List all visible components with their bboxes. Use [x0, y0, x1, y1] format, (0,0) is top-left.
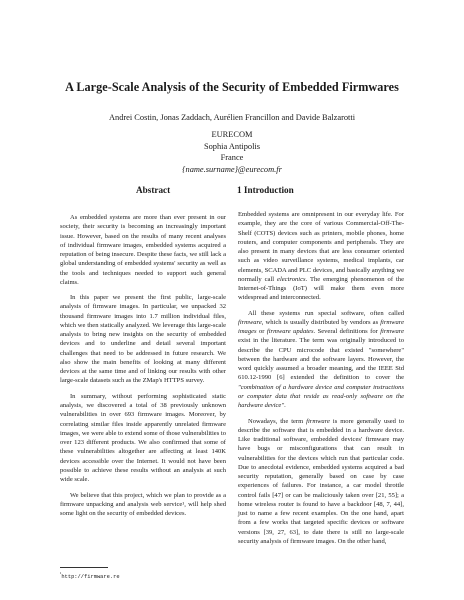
affiliation-country: France [220, 153, 244, 162]
intro-paragraph-2 [238, 309, 404, 411]
intro-p2-text: , which is usually distributed by vendors as [261, 318, 381, 326]
introduction-heading: 1 Introduction [237, 185, 294, 195]
author-list: Andrei Costin, Jonas Zaddach, Aurélien Francillon and Davide Balzarotti [108, 113, 356, 122]
abstract-paragraph-1: As embedded systems are more than ever present in our society, their security is becoming an increasingly important issue. However, based on the results of many recent analyses of individual firmware images, embedded systems acquired a reputation of being insecure. Despite these facts, we still lack a global understanding of embedded systems' security as well as the tools and techniques needed to support such general claims. [60, 214, 226, 286]
footnote-mark: ¹ [60, 571, 62, 576]
intro-p2-emphasis: firmware updates [266, 328, 314, 336]
intro-p2-emphasis: firmware [238, 318, 262, 326]
abstract-paragraph-4: We believe that this project, which we plan to provide as a firmware unpacking and analysis web service¹, will help shed some light on the security of embedded devices. [60, 491, 226, 518]
intro-p1-text: Embedded systems are omnipresent in our everyday life. For example, they are the core of various Commercial-Off-The-Shelf (COTS) devices such as printers, mobile phones, home routers, and computer components and peripherals. They are also present in many devices that are less consumer oriented such as video surveillance systems, medical implants, car elements, SCADA and PLC devices, and basically anything we normally call [238, 211, 404, 283]
affiliation-email [0, 164, 464, 176]
intro-p2-text: All these systems run special software, often called [248, 309, 404, 317]
intro-p2-text: or [256, 328, 267, 336]
intro-p2-text: . Several definitions for [313, 328, 381, 336]
abstract-paragraph-3: In summary, without performing sophisticated static analysis, we discovered a total of 38 previously unknown vulnerabilities in over 693 firmware images. Moreover, by correlating similar files inside apparently unrelated firmware images, we were able to extend some of those vulnerabilities to over 123 different products. We also confirmed that some of these vulnerabilities altogether are affecting at least 140K devices accessible over the Internet. It would not have been possible to achieve these results without an analysis at such wide scale. [60, 392, 226, 484]
intro-p2-emphasis: firmware images [238, 318, 404, 336]
intro-p2-text: . [284, 402, 286, 410]
intro-p2-emphasis: firmware [380, 328, 404, 336]
footnote-rule [60, 567, 108, 568]
intro-p2-text: exist in the literature. The term was originally introduced to describe the CPU microcode that existed "somewhere" between the hardware and the software layers. However, the word quickly assumed a broader meaning, and the IEEE Std 610.12-1990 [6] extended the definition to cover the [238, 337, 404, 382]
intro-p3-text: Nowadays, the term [248, 417, 307, 425]
intro-p1-tail: . The emerging phenomenon of the Internet-of-Things (IoT) will make them even more widespread and interconnected. [238, 275, 404, 302]
intro-p3-emphasis: firmware [306, 417, 330, 425]
abstract-paragraph-2: In this paper we present the first public, large-scale analysis of firmware images. In particular, we unpacked 32 thousand firmware images into 1.7 million individual files, which we then statically analyzed. We leverage this large-scale analysis to bring new insights on the security of embedded devices and to underline and detail several important challenges that need to be addressed in future research. We also show the main benefits of looking at many different devices at the same time and of linking our results with other large-scale datasets such as the ZMap's HTTPS survey. [60, 294, 226, 385]
affiliation-city: Sophia Antipolis [203, 141, 261, 151]
intro-p1-emphasis: electronics [277, 275, 306, 283]
intro-p2-quote: "combination of a hardware device and computer instructions or computer data that reside as read-only software on the hardware device" [238, 383, 404, 410]
email-text: {name.surname}@eurecom.fr [182, 164, 282, 174]
paper-title: A Large-Scale Analysis of the Security of Embedded Firmwares [65, 80, 399, 94]
affiliation-institution: EURECOM [211, 130, 253, 139]
abstract-heading: Abstract [136, 185, 171, 195]
footnote-url[interactable]: http://firmware.re [61, 573, 120, 580]
intro-paragraph-1 [238, 210, 404, 303]
abstract-column [60, 213, 226, 525]
introduction-column [238, 210, 404, 552]
footnote [60, 571, 120, 580]
intro-paragraph-3 [238, 417, 404, 547]
intro-p3-text: is more generally used to describe the software that is embedded in a hardware device. Like traditional software, embedded devices' firmware may have bugs or misconfigurations that can result in vulnerabilities for the devices which run that particular code. Due to anecdotal evidence, embedded systems acquired a bad security reputation, generally based on case by case experiences of failures. For instance, a car model throttle control fails [47] or can be maliciously taken over [21, 55]; a home wireless router is found to have a backdoor [48, 7, 44], just to name a few recent examples. On the one hand, apart from a few works that targeted specific devices or software versions [39, 27, 63], to date there is still no large-scale security analysis of firmware images. On the other hand, [238, 417, 404, 545]
